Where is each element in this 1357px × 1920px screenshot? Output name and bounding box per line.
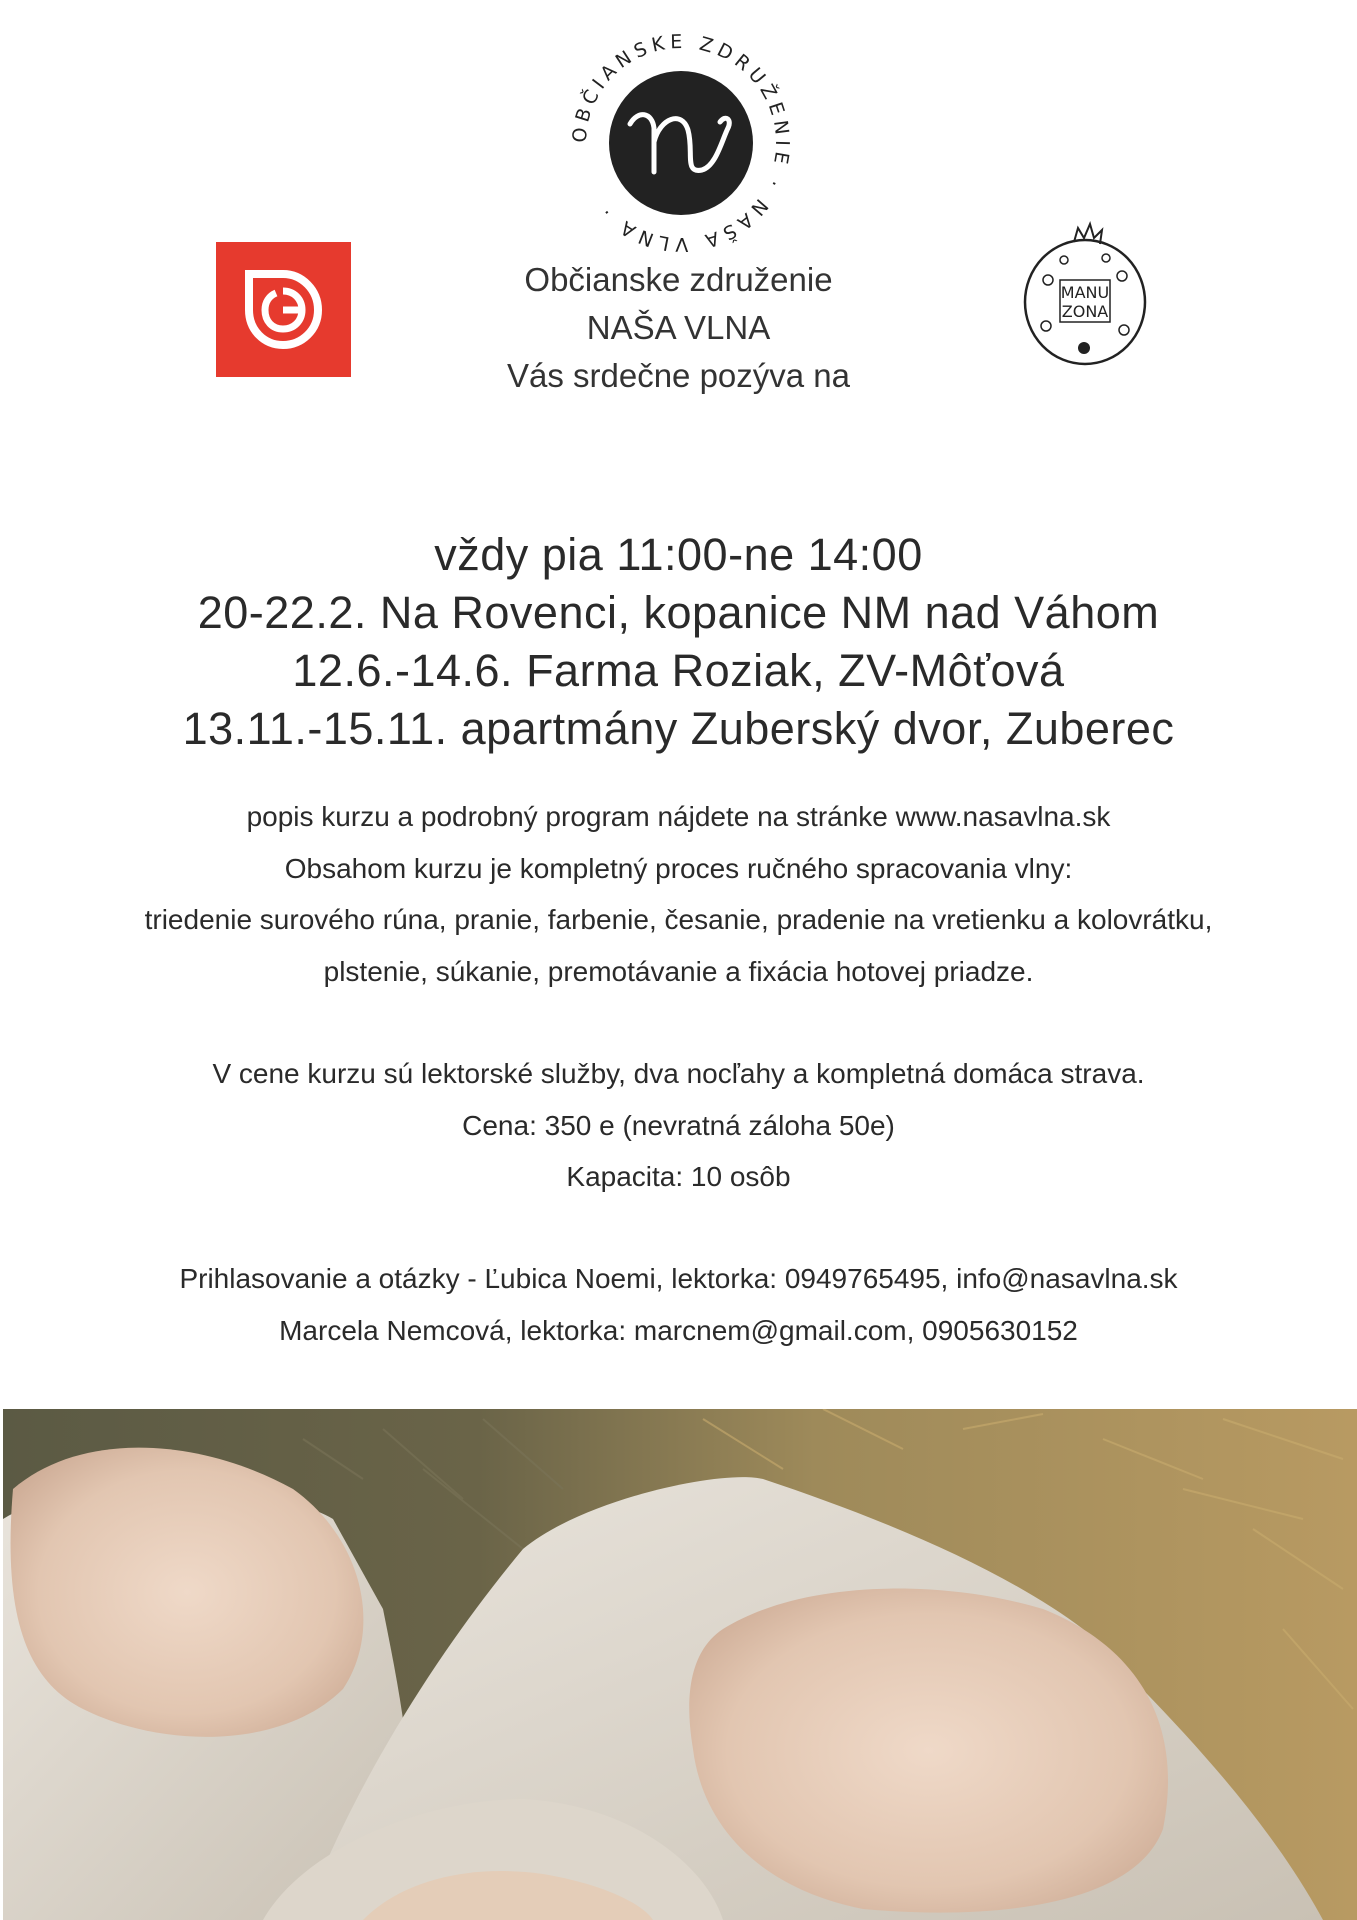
wool-photo-image — [3, 1409, 1357, 1920]
nasa-vlna-logo-graphic — [570, 32, 792, 254]
schedule-date-1: 20-22.2. Na Rovenci, kopanice NM nad Váhom — [197, 587, 1160, 638]
contact-block — [0, 1253, 1357, 1356]
schedule-block — [0, 526, 1357, 758]
intro-org-type: Občianske združenie — [524, 261, 833, 298]
schedule-date-3: 13.11.-15.11. apartmány Zuberský dvor, Zuberec — [182, 703, 1175, 754]
manu-zona-text-bottom: ZONA — [1061, 302, 1109, 321]
description-steps-1: triedenie surového rúna, pranie, farbenie, česanie, pradenie na vretienku a kolovrátku, — [144, 904, 1213, 935]
description-website: popis kurzu a podrobný program nájdete na stránke www.nasavlna.sk — [246, 801, 1111, 832]
logo-ring-text: OBČIANSKE ZDRUŽENIE · NAŠA VLNA · — [570, 32, 792, 254]
wool-photo — [3, 1409, 1357, 1920]
intro-invitation: Vás srdečne pozýva na — [506, 357, 851, 394]
nasa-vlna-logo — [570, 32, 792, 254]
contact-line-1: Prihlasovanie a otázky - Ľubica Noemi, lektorka: 0949765495, info@nasavlna.sk — [179, 1263, 1178, 1294]
pricing-includes: V cene kurzu sú lektorské služby, dva nocľahy a kompletná domáca strava. — [212, 1058, 1145, 1089]
manu-zona-text-top: MANU — [1060, 283, 1110, 302]
schedule-time: vždy pia 11:00-ne 14:00 — [434, 529, 923, 580]
pricing-block — [0, 1048, 1357, 1203]
schedule-date-2: 12.6.-14.6. Farma Roziak, ZV-Môťová — [292, 645, 1065, 696]
intro-org-name: NAŠA VLNA — [586, 309, 771, 346]
contact-line-2: Marcela Nemcová, lektorka: marcnem@gmail.com, 0905630152 — [279, 1314, 1078, 1346]
description-steps-2: plstenie, súkanie, premotávanie a fixácia hotovej priadze. — [323, 955, 1034, 987]
description-content-intro: Obsahom kurzu je kompletný proces ručného spracovania vlny: — [284, 852, 1073, 884]
intro-block — [0, 256, 1357, 400]
pricing-capacity: Kapacita: 10 osôb — [566, 1161, 791, 1192]
course-description — [0, 791, 1357, 997]
pricing-price: Cena: 350 e (nevratná záloha 50e) — [462, 1109, 895, 1141]
